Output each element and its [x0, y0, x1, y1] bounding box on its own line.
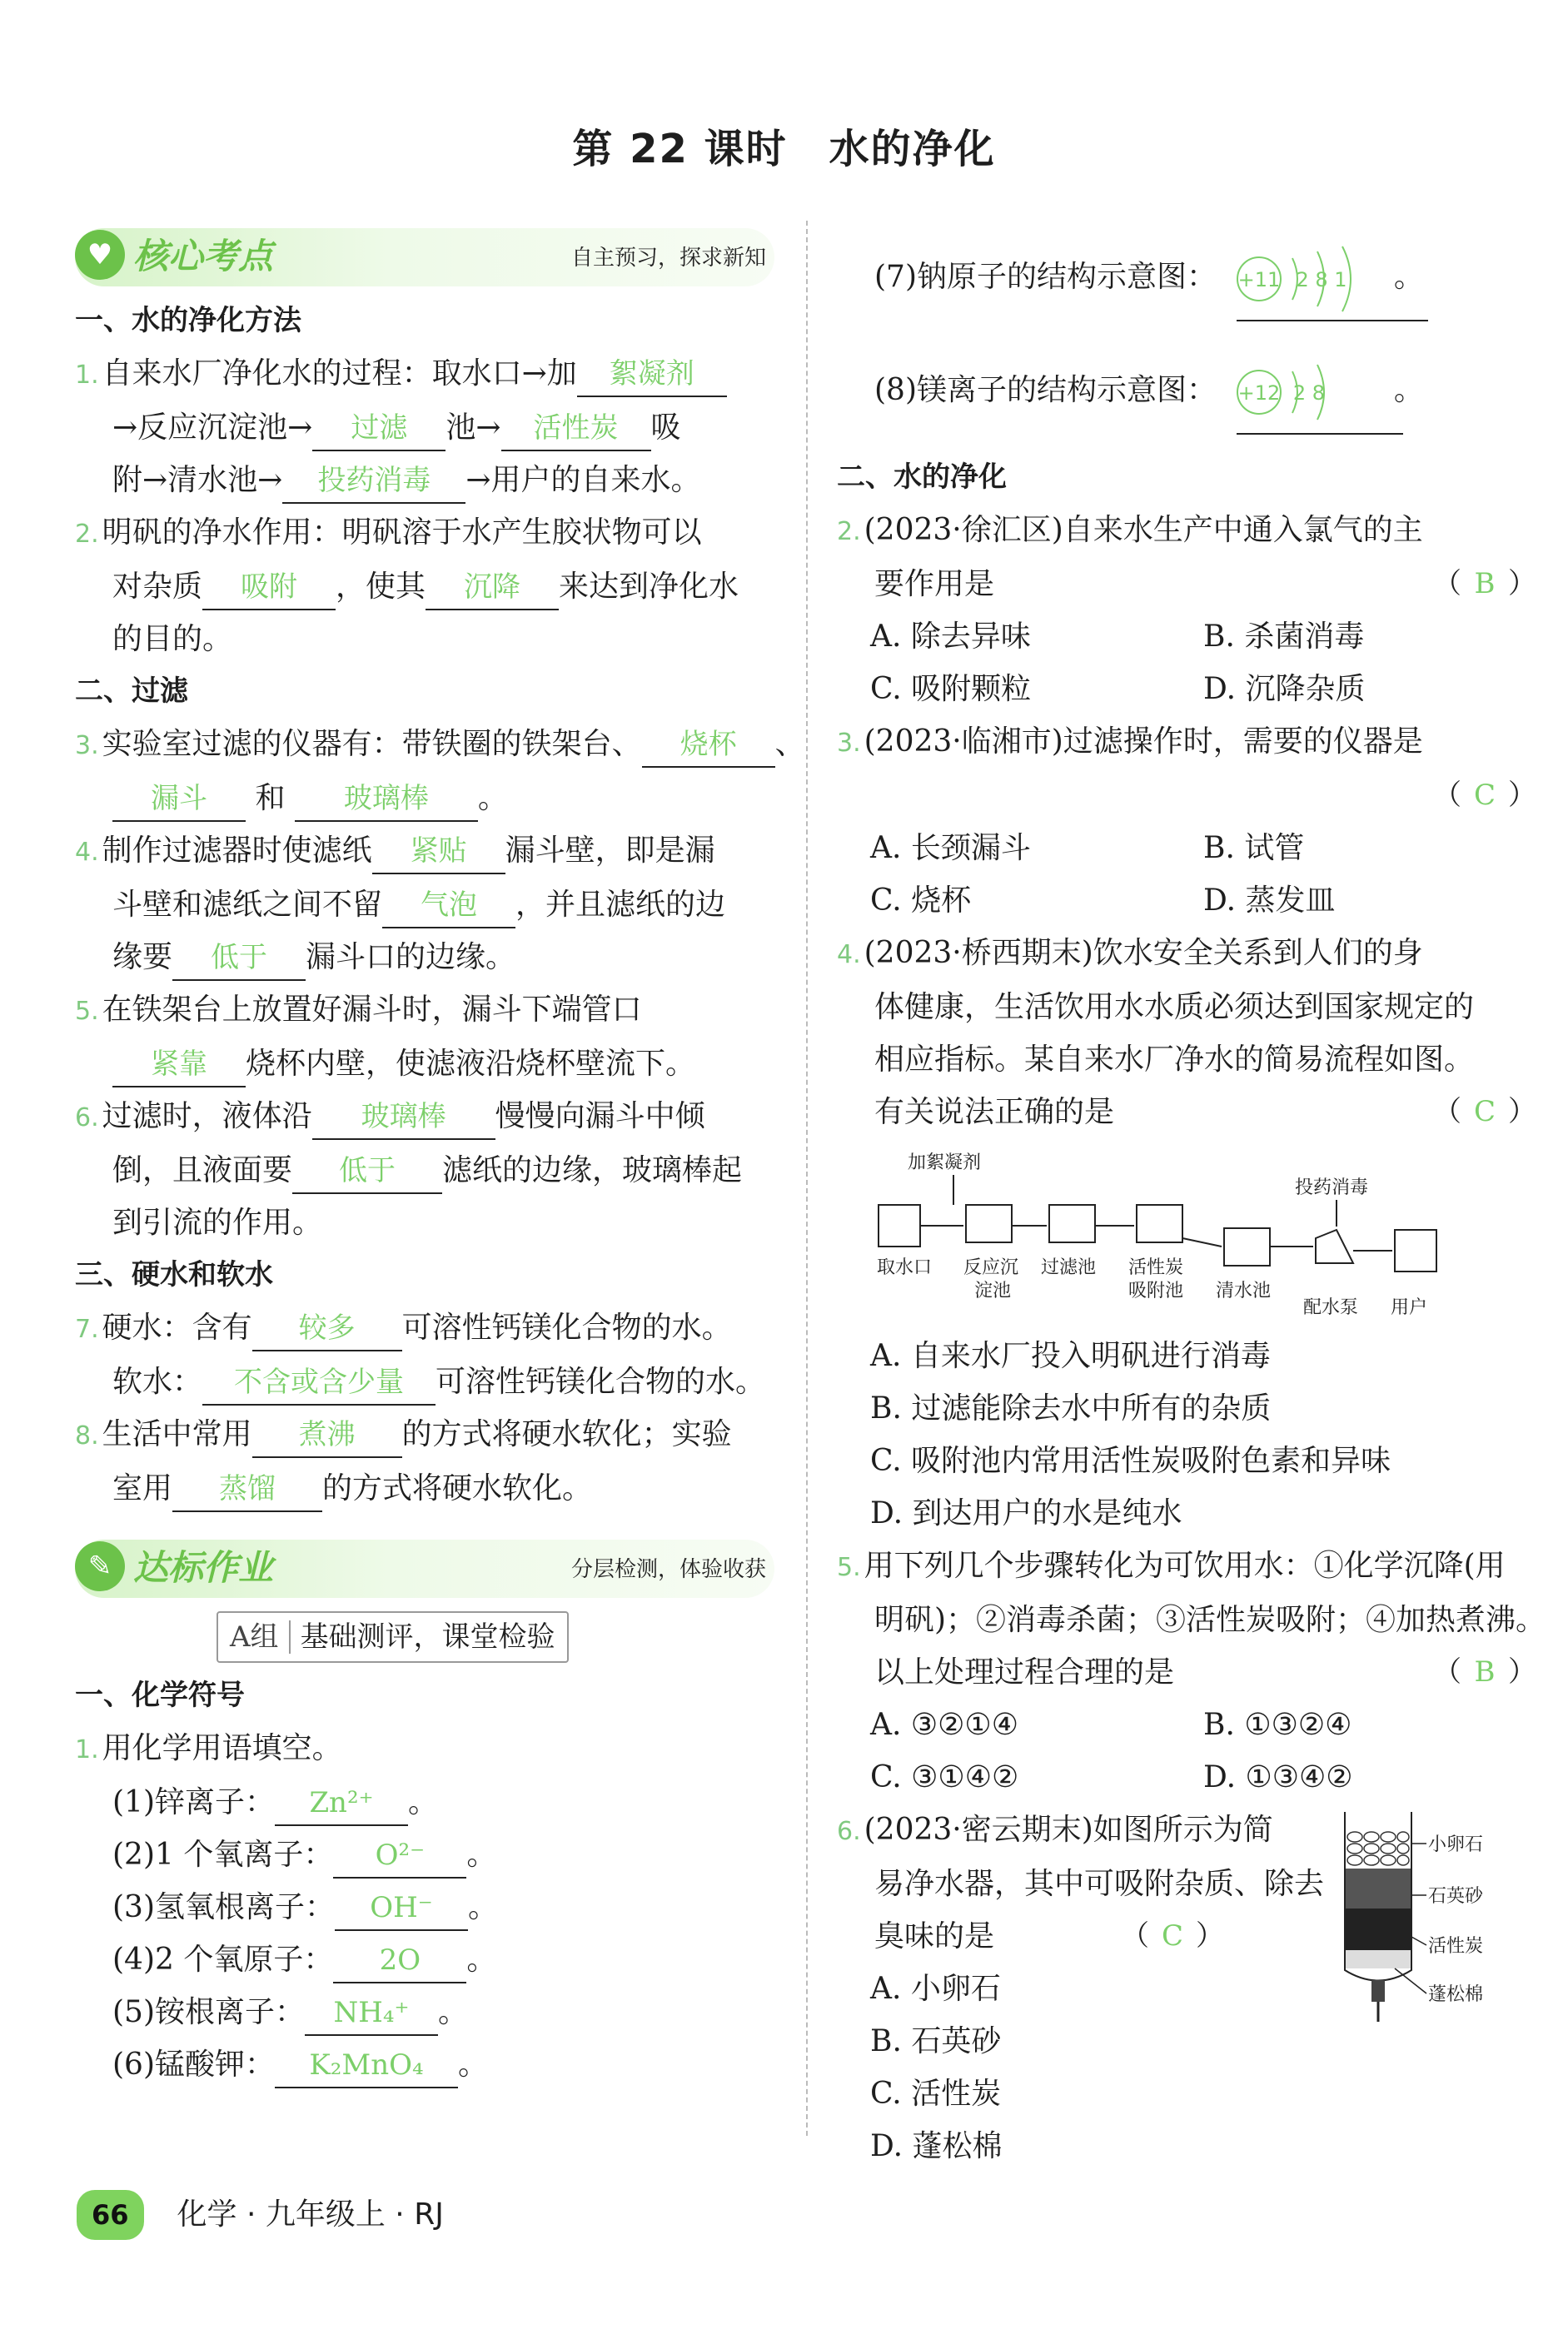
question-6: 6. 过滤时，液体沿 玻璃棒 慢慢向漏斗中倾 — [75, 1090, 774, 1144]
option: B. 过滤能除去水中所有的杂质 — [870, 1391, 1272, 1426]
answer-blank: 较多 — [252, 1306, 402, 1351]
answer-blank: 吸附 — [202, 565, 336, 610]
pencil-icon: ✎ — [75, 1541, 125, 1591]
banner-subtitle: 分层检测，体验收获 — [570, 1557, 766, 1582]
answer-blank: 气泡 — [382, 883, 515, 928]
option: D. 蓬松棉 — [870, 2129, 1003, 2163]
right-column: (7)钠原子的结构示意图： +11 2 8 1 。 (8)镁离子的结构示意图： +12 2 8 。 二、水的净化 2. (2023·徐汇区)自来水生产中通入氯气的主 要作用是 （ B ） A. 除去异味 B. 杀菌消毒 C. 吸附颗粒 D. 沉降杂质 3. (2023·临湘市)过滤操作时，需要的仪器是 （ C ） A. 长颈漏斗 B. 试管 C. 烧杯 D. 蒸发皿 4. (2023·桥西期末)饮水安全关系到人们的身 体健康，生活饮用水水质必须达到国家规定的 相应指标。某自来水厂净水的简易流程如图。 有关说法正确的是 （ C ） 加絮凝剂 投药消毒 取水口 反应沉 淀池 过滤池 活性炭 吸附池 清水池 配水泵 用户 A. 自来水厂投入明矾进行消毒 B. 过滤能除去水中所有的杂质 C. 吸附池内常用活性炭吸附色素和异味 D. 到达用户的水是纯水 5. 用下列几个步骤转化为可饮用水：①化学沉降(用 明矾)；②消毒杀菌；③活性炭吸附；④加热煮沸。 以上处理过程合理的是 （ B ） A. ③②①④ B. ①③②④ C. ③①④② D. ①③④② 6. (2023·密云期末)如图所示为简 易净水器，其中可吸附杂质、除去 臭味的是 （ C ） A. 小卵石 B. 石英砂 C. 活性炭 D. 蓬松棉 小卵石 石英砂 活性炭 蓬松棉 — [837, 225, 1536, 2172]
option: D. 到达用户的水是纯水 — [870, 1496, 1182, 1530]
fill-item: (3)氢氧根离子： OH⁻ 。 — [75, 1881, 774, 1933]
column-divider — [806, 221, 808, 2136]
svg-text:淀池: 淀池 — [974, 1281, 1012, 1301]
option: C. 吸附池内常用活性炭吸附色素和异味 — [870, 1444, 1391, 1478]
answer-blank: 紧贴 — [372, 829, 505, 874]
svg-text:加絮凝剂: 加絮凝剂 — [908, 1152, 982, 1173]
fill-item: (5)铵根离子： NH₄⁺ 。 — [75, 1986, 774, 2038]
answer-blank: 沉降 — [426, 565, 559, 610]
options: C. 吸附颗粒 D. 沉降杂质 — [870, 672, 1366, 706]
question-7: 7. 硬水：含有 较多 可溶性钙镁化合物的水。 — [75, 1301, 774, 1356]
page-number: 66 — [77, 2190, 144, 2240]
magnesium-ion-diagram — [1226, 355, 1384, 430]
left-column: ♥ 核心考点 自主预习，探求新知 一、水的净化方法 1. 自来水厂净化水的过程：取水口→加 絮凝剂 →反应沉淀池→ 过滤 池→ 活性炭 吸 附→清水池→ 投药消毒 →用户的自来水。 2. 明矾的净水作用：明矾溶于水产生胶状物可以 对杂质 吸附 ，使其 沉降 来达到净化水 的目的。 二、过滤 3. 实验室过滤的仪器有：带铁圈的铁架台、 烧杯 、 漏斗 和 玻璃棒 。 4. 制作过滤器时使滤纸 紧贴 漏斗壁，即是漏 斗壁和滤纸之间不留 气泡 ，并且滤纸的边 缘要 低于 漏斗口的边缘。 5. 在铁架台上放置好漏斗时，漏斗下端管口 紧靠 烧杯内壁，使滤液沿烧杯壁流下。 6. 过滤时，液体沿 玻璃棒 慢慢向漏斗中倾 倒，且液面要 低于 滤纸的边缘，玻璃棒起 到引流的作用。 三、硬水和软水 7. 硬水：含有 较多 可溶性钙镁化合物的水。 软水： 不含或含少量 可溶性钙镁化合物的水。 8. 生活中常用 煮沸 的方式将硬水软化；实验 室用 蒸馏 的方式将硬水软化。 ✎ 达标作业 分层检测，体验收获 A组 基础测评，课堂检验 一、化学符号 1. 用化学用语填空。 (1)锌离子： Zn²⁺ 。 (2)1 个氧离子： O²⁻ 。 (3)氢氧根离子： OH⁻ 。 (4)2 个氧原子： 2O 。 (5)铵根离子： NH₄⁺ 。 (6)锰酸钾： K₂MnO₄ 。 — [75, 225, 774, 2091]
options: A. 长颈漏斗 B. 试管 — [870, 831, 1305, 865]
options: C. ③①④② D. ①③④② — [870, 1760, 1353, 1794]
fill-item: (4)2 个氧原子： 2O 。 — [75, 1933, 774, 1986]
option: B. 石英砂 — [870, 2024, 1002, 2058]
sodium-atom-diagram — [1226, 241, 1384, 316]
option: A. 小卵石 — [870, 1972, 1001, 2006]
answer-blank: 漏斗 — [112, 777, 246, 822]
banner-subtitle: 自主预习，探求新知 — [570, 246, 766, 271]
svg-text:+12: +12 — [1238, 381, 1281, 405]
banner-title: 达标作业 — [133, 1547, 274, 1588]
option: C. 活性炭 — [870, 2077, 1002, 2111]
answer-blank: 紧靠 — [112, 1043, 246, 1087]
book-info: 化学 · 九年级上 · RJ — [177, 2197, 444, 2232]
homework-question-1: 1. 用化学用语填空。 — [75, 1731, 342, 1765]
fill-item: (2)1 个氧离子： O²⁻ 。 — [75, 1829, 774, 1881]
options: A. ③②①④ B. ①③②④ — [870, 1708, 1352, 1742]
question-3: 3. 实验室过滤的仪器有：带铁圈的铁架台、 烧杯 、 — [75, 718, 774, 772]
question-5: 5. 在铁架台上放置好漏斗时，漏斗下端管口 — [75, 993, 642, 1027]
svg-text:吸附池: 吸附池 — [1128, 1281, 1184, 1301]
section-heading: 二、过滤 — [75, 674, 188, 708]
svg-text:取水口: 取水口 — [877, 1257, 933, 1278]
svg-text:+11: +11 — [1238, 268, 1281, 291]
svg-text:石英砂: 石英砂 — [1428, 1886, 1484, 1907]
fill-item: (6)锰酸钾： K₂MnO₄ 。 — [75, 2038, 774, 2091]
item-7: (7)钠原子的结构示意图： +11 2 8 1 。 — [837, 225, 1536, 330]
svg-text:蓬松棉: 蓬松棉 — [1428, 1984, 1484, 2005]
svg-text:小卵石: 小卵石 — [1428, 1834, 1484, 1855]
svg-text:活性炭: 活性炭 — [1428, 1936, 1484, 1957]
question-4: 4. 制作过滤器时使滤纸 紧贴 漏斗壁，即是漏 — [75, 824, 774, 878]
fill-item: (1)锌离子： Zn²⁺ 。 — [75, 1776, 774, 1829]
banner-core-points — [75, 228, 774, 286]
question-2: 2. 明矾的净水作用：明矾溶于水产生胶状物可以 — [75, 515, 702, 550]
svg-text:活性炭: 活性炭 — [1128, 1257, 1184, 1278]
heart-icon: ♥ — [75, 230, 125, 280]
section-heading: 二、水的净化 — [837, 460, 1007, 494]
answer-blank: 过滤 — [312, 406, 446, 451]
section-heading: 一、化学符号 — [75, 1679, 245, 1712]
option: A. 自来水厂投入明矾进行消毒 — [870, 1339, 1271, 1373]
mc-question-5: 5. 用下列几个步骤转化为可饮用水：①化学沉降(用 — [837, 1549, 1506, 1583]
answer-blank: 不含或含少量 — [202, 1361, 436, 1406]
svg-text:反应沉: 反应沉 — [963, 1257, 1019, 1278]
answer-blank: 投药消毒 — [282, 459, 465, 504]
svg-text:2 8 1: 2 8 1 — [1296, 268, 1347, 291]
question-8: 8. 生活中常用 煮沸 的方式将硬水软化；实验 — [75, 1408, 774, 1462]
svg-text:投药消毒: 投药消毒 — [1295, 1177, 1369, 1198]
answer-blank: 煮沸 — [252, 1413, 402, 1458]
answer-blank: 烧杯 — [642, 723, 775, 768]
answer-blank: 活性炭 — [501, 406, 651, 451]
answer-blank: 蒸馏 — [172, 1467, 322, 1512]
page-title: 第 22 课时 水的净化 — [572, 126, 996, 172]
mc-question-4: 4. (2023·桥西期末)饮水安全关系到人们的身 — [837, 936, 1423, 970]
item-8: (8)镁离子的结构示意图： +12 2 8 。 — [837, 338, 1536, 443]
mc-question-3: 3. (2023·临湘市)过滤操作时，需要的仪器是 — [837, 724, 1423, 759]
banner-title: 核心考点 — [133, 236, 274, 276]
answer-blank: 低于 — [292, 1149, 442, 1194]
mc-question-2: 2. (2023·徐汇区)自来水生产中通入氯气的主 — [837, 513, 1423, 547]
options: C. 烧杯 D. 蒸发皿 — [870, 883, 1336, 918]
options: A. 除去异味 B. 杀菌消毒 — [870, 620, 1365, 654]
water-treatment-flow-diagram — [870, 1147, 1536, 1321]
banner-homework — [75, 1540, 774, 1598]
answer-blank: 絮凝剂 — [577, 352, 727, 397]
svg-text:用户: 用户 — [1391, 1297, 1428, 1318]
svg-text:过滤池: 过滤池 — [1041, 1257, 1097, 1278]
answer-blank: 低于 — [172, 936, 306, 981]
svg-text:2 8: 2 8 — [1293, 381, 1326, 405]
svg-text:清水池: 清水池 — [1216, 1281, 1272, 1301]
simple-water-filter-diagram — [1337, 1804, 1536, 2070]
svg-text:配水泵: 配水泵 — [1303, 1297, 1359, 1318]
section-heading: 一、水的净化方法 — [75, 304, 301, 337]
page-footer — [77, 2190, 444, 2240]
answer-blank: 玻璃棒 — [295, 777, 478, 822]
section-heading: 三、硬水和软水 — [75, 1258, 273, 1291]
group-label: A组 基础测评，课堂检验 — [217, 1611, 569, 1663]
answer-blank: 玻璃棒 — [312, 1095, 495, 1140]
question-1: 1. 自来水厂净化水的过程：取水口→加 絮凝剂 — [75, 347, 774, 401]
mc-question-6: 6. (2023·密云期末)如图所示为简 易净水器，其中可吸附杂质、除去 臭味的是 （ C ） A. 小卵石 B. 石英砂 C. 活性炭 D. 蓬松棉 小卵石 石英砂 活性炭 蓬松棉 — [837, 1804, 1536, 2172]
